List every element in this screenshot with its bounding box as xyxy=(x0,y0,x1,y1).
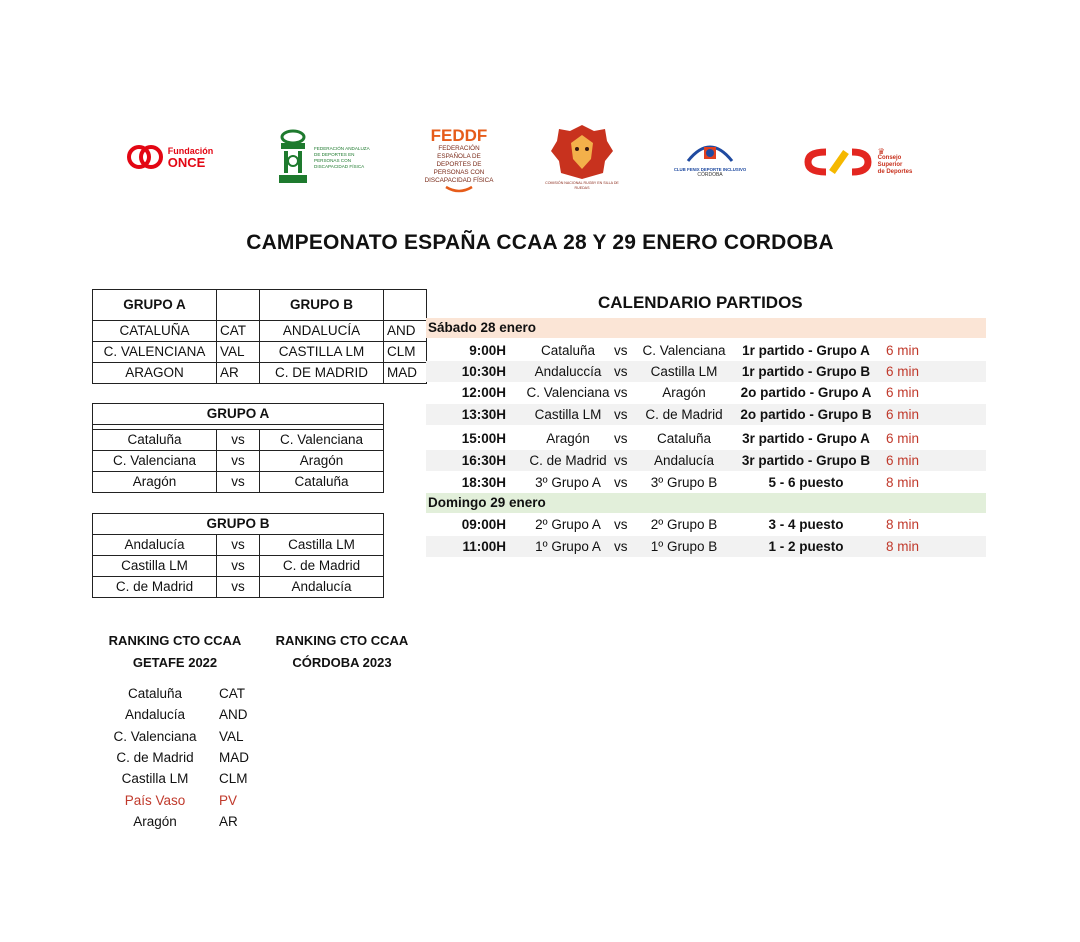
table-row xyxy=(93,363,427,384)
ranking-team-code: MAD xyxy=(219,749,249,765)
match-time: 10:30H xyxy=(461,364,506,379)
ranking-cordoba-line1: RANKING CTO CCAA xyxy=(275,633,409,648)
match-vs: vs xyxy=(614,431,628,446)
csd-line2: Superior xyxy=(877,162,903,168)
match-away: Andalucía xyxy=(260,577,384,598)
match-home: C. Valenciana xyxy=(526,385,610,400)
feddf-logo xyxy=(418,118,500,202)
match-away: C. de Madrid xyxy=(260,556,384,577)
group-b-matches-title: GRUPO B xyxy=(93,514,384,535)
group-a-code: AR xyxy=(217,363,260,384)
match-home: C. Valenciana xyxy=(93,451,217,472)
ranking-team-code: AR xyxy=(219,813,238,829)
ranking-team-code: VAL xyxy=(219,728,244,744)
table-row xyxy=(93,321,427,342)
match-away: Andalucía xyxy=(653,453,715,468)
ranking-cordoba-line2: CÓRDOBA 2023 xyxy=(292,655,392,670)
match-time: 15:00H xyxy=(461,431,506,446)
match-home: 3º Grupo A xyxy=(535,475,601,490)
match-vs: vs xyxy=(614,343,628,358)
calendar-match-row xyxy=(426,428,986,449)
group-b-code: CLM xyxy=(384,342,427,363)
match-away: Aragón xyxy=(662,385,706,400)
match-duration: 8 min xyxy=(886,539,920,554)
match-away: 1º Grupo B xyxy=(650,539,718,554)
comision-nacional-logo xyxy=(544,120,620,194)
feddf-logo-text: FEDERACIÓN ESPAÑOLA DE DEPORTES DE PERSONAS CON DISCAPACIDAD FÍSICA xyxy=(424,145,494,184)
ranking-team-name: País Vaso xyxy=(124,792,186,808)
lion-head-icon xyxy=(549,123,615,181)
calendar-match-row xyxy=(426,514,986,535)
group-a-team: ARAGON xyxy=(93,363,217,384)
match-home: Cataluña xyxy=(93,430,217,451)
match-phase: 1r partido - Grupo B xyxy=(741,364,871,379)
club-logo-text: CLUB FENIX DEPORTE INCLUSIVO xyxy=(673,167,747,172)
match-home: Aragón xyxy=(93,472,217,493)
club-fenix-logo xyxy=(672,130,748,186)
table-row xyxy=(93,535,384,556)
calendar-match-row xyxy=(426,382,986,403)
page-title: CAMPEONATO ESPAÑA CCAA 28 Y 29 ENERO CORDOBA xyxy=(246,231,834,254)
match-duration: 6 min xyxy=(886,431,920,446)
feddf-swoosh-icon xyxy=(444,185,474,193)
ranking-team-name: Andalucía xyxy=(124,707,186,723)
match-away: C. de Madrid xyxy=(645,407,723,422)
ranking-cordoba-heading xyxy=(267,630,417,674)
ranking-team-name: Castilla LM xyxy=(121,771,189,787)
match-time: 12:00H xyxy=(461,385,506,400)
match-home: Cataluña xyxy=(540,343,596,358)
once-rings-icon xyxy=(127,144,165,170)
table-row xyxy=(93,577,384,598)
match-phase: 3 - 4 puesto xyxy=(768,517,844,532)
match-home: C. de Madrid xyxy=(93,577,217,598)
feddf-acronym: FEDDF xyxy=(430,126,488,145)
csd-logo xyxy=(796,144,918,180)
federacion-andaluza-logo xyxy=(274,128,374,188)
calendar-match-row xyxy=(426,450,986,471)
match-time: 13:30H xyxy=(461,407,506,422)
ranking-team-name: Aragón xyxy=(133,813,177,829)
calendar-match-row xyxy=(426,536,986,557)
ranking-getafe-line2: GETAFE 2022 xyxy=(132,655,218,670)
match-away: Cataluña xyxy=(656,431,712,446)
group-b-code: MAD xyxy=(384,363,427,384)
table-row xyxy=(93,342,427,363)
once-line1: Fundación xyxy=(167,146,214,156)
match-time: 11:00H xyxy=(462,539,506,554)
ranking-team-name: C. Valenciana xyxy=(113,728,197,744)
match-time: 18:30H xyxy=(461,475,506,490)
ranking-getafe-heading xyxy=(100,630,250,674)
match-vs: vs xyxy=(217,535,260,556)
ranking-team-code: CAT xyxy=(219,686,245,701)
match-time: 9:00H xyxy=(469,343,506,358)
club-fenix-emblem-icon xyxy=(680,137,740,167)
match-home: Andalucía xyxy=(93,535,217,556)
groups-header-b: GRUPO B xyxy=(260,290,384,321)
match-away: 2º Grupo B xyxy=(650,517,718,532)
ranking-team-code: AND xyxy=(219,707,248,723)
match-home: Andaluccía xyxy=(534,364,602,379)
match-home: Castilla LM xyxy=(534,407,602,422)
match-vs: vs xyxy=(217,451,260,472)
comision-logo-text: COMISIÓN NACIONAL RUGBY EN SILLA DE RUEDAS xyxy=(545,181,619,190)
match-phase: 5 - 6 puesto xyxy=(768,475,844,490)
ranking-team-code: PV xyxy=(219,792,238,808)
andalucia-logo-text: FEDERACIÓN ANDALUZA DE DEPORTES EN PERSONAS CON DISCAPACIDAD FÍSICA xyxy=(314,146,370,169)
club-logo-city: CÓRDOBA xyxy=(697,172,723,178)
match-time: 09:00H xyxy=(461,517,506,532)
match-away: Aragón xyxy=(260,451,384,472)
group-b-team: ANDALUCÍA xyxy=(260,321,384,342)
calendar-title: CALENDARIO PARTIDOS xyxy=(598,293,803,312)
table-row xyxy=(93,451,384,472)
match-phase: 2o partido - Grupo A xyxy=(740,385,872,400)
match-phase: 1r partido - Grupo A xyxy=(742,343,870,358)
match-vs: vs xyxy=(614,385,628,400)
match-home: 1º Grupo A xyxy=(535,539,601,554)
group-a-matches-table xyxy=(92,403,384,493)
match-vs: vs xyxy=(614,539,628,554)
calendar-day-saturday: Sábado 28 enero xyxy=(426,318,986,338)
match-home: Aragón xyxy=(546,431,590,446)
match-duration: 6 min xyxy=(886,364,920,379)
andalucia-shield-icon xyxy=(276,129,310,187)
once-line2: ONCE xyxy=(167,155,206,170)
calendar-match-row xyxy=(426,340,986,361)
group-b-team: C. DE MADRID xyxy=(260,363,384,384)
csd-line3: de Deportes xyxy=(877,169,913,175)
match-vs: vs xyxy=(614,475,628,490)
match-phase: 3r partido - Grupo A xyxy=(742,431,870,446)
fundacion-once-logo xyxy=(120,140,220,174)
match-away: C. Valenciana xyxy=(642,343,726,358)
ranking-getafe-line1: RANKING CTO CCAA xyxy=(108,633,242,648)
calendar-day-sunday: Domingo 29 enero xyxy=(426,493,986,513)
match-duration: 6 min xyxy=(886,453,920,468)
match-home: 2º Grupo A xyxy=(535,517,601,532)
group-b-team: CASTILLA LM xyxy=(260,342,384,363)
match-duration: 6 min xyxy=(886,343,920,358)
group-b-matches-table xyxy=(92,513,384,598)
calendar-match-row xyxy=(426,404,986,425)
table-row xyxy=(93,472,384,493)
match-away: C. Valenciana xyxy=(260,430,384,451)
match-away: Cataluña xyxy=(260,472,384,493)
match-vs: vs xyxy=(614,517,628,532)
match-vs: vs xyxy=(614,407,628,422)
match-duration: 8 min xyxy=(886,517,920,532)
ranking-team-name: Cataluña xyxy=(127,686,183,701)
match-duration: 6 min xyxy=(886,407,920,422)
csd-crown-icon: ♛ xyxy=(877,147,885,156)
match-away: 3º Grupo B xyxy=(650,475,718,490)
match-away: Castilla LM xyxy=(650,364,718,379)
match-home: Castilla LM xyxy=(93,556,217,577)
match-vs: vs xyxy=(614,453,628,468)
calendar-match-row xyxy=(426,361,986,382)
group-a-code: VAL xyxy=(217,342,260,363)
match-vs: vs xyxy=(217,556,260,577)
match-away: Castilla LM xyxy=(260,535,384,556)
group-b-code: AND xyxy=(384,321,427,342)
match-phase: 3r partido - Grupo B xyxy=(741,453,871,468)
group-a-code: CAT xyxy=(217,321,260,342)
group-a-team: C. VALENCIANA xyxy=(93,342,217,363)
match-phase: 2o partido - Grupo B xyxy=(740,407,872,422)
group-a-team: CATALUÑA xyxy=(93,321,217,342)
group-a-matches-title: GRUPO A xyxy=(93,404,384,425)
groups-table xyxy=(92,289,427,384)
csd-mark-icon xyxy=(802,146,874,178)
table-row xyxy=(93,556,384,577)
match-duration: 8 min xyxy=(886,475,920,490)
groups-header-a: GRUPO A xyxy=(93,290,217,321)
calendar-match-row xyxy=(426,472,986,493)
match-vs: vs xyxy=(614,364,628,379)
match-time: 16:30H xyxy=(461,453,506,468)
match-vs: vs xyxy=(217,577,260,598)
ranking-team-code: CLM xyxy=(219,771,248,787)
match-home: C. de Madrid xyxy=(529,453,607,468)
table-row xyxy=(93,430,384,451)
match-duration: 6 min xyxy=(886,385,920,400)
match-vs: vs xyxy=(217,472,260,493)
match-phase: 1 - 2 puesto xyxy=(768,539,844,554)
ranking-team-name: C. de Madrid xyxy=(116,749,194,765)
csd-line1: Consejo xyxy=(877,155,902,161)
match-vs: vs xyxy=(217,430,260,451)
